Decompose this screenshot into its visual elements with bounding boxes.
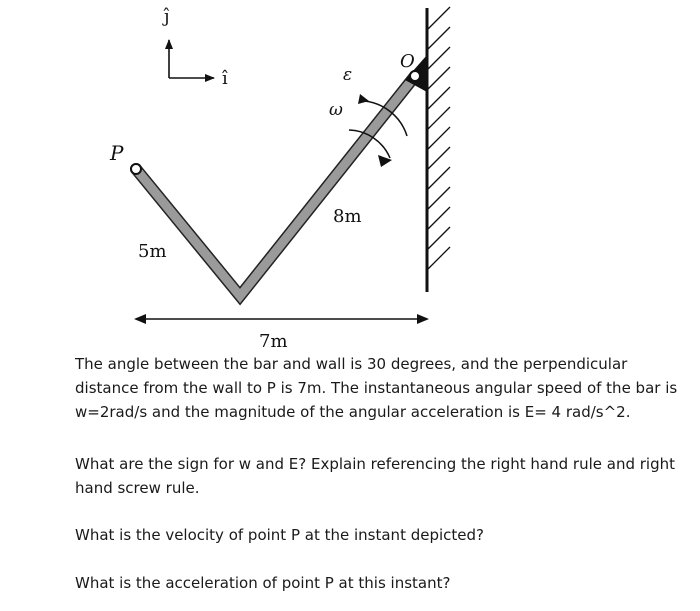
length-short-label: 5m <box>138 241 167 262</box>
j-hat-label: ĵ <box>164 6 170 27</box>
question-acceleration: What is the acceleration of point P at this instant? <box>75 574 451 592</box>
distance-label: 7m <box>259 331 288 350</box>
i-hat-label: î <box>222 68 228 89</box>
point-p-label: P <box>110 141 124 165</box>
wall <box>427 7 450 292</box>
point-p-dot <box>131 164 141 174</box>
point-o-label: O <box>400 51 415 72</box>
length-long-label: 8m <box>333 206 362 227</box>
problem-statement: The angle between the bar and wall is 30 degrees, and the perpendicular distance from the wall to P is 7m. The instantaneous angular speed of the bar is w=2rad/s and the magnitude of the angular acceleration is E= 4 rad/s^2. <box>75 355 678 421</box>
question-velocity: What is the velocity of point P at the instant depicted? <box>75 526 484 544</box>
question-sign: What are the sign for w and E? Explain referencing the right hand rule and right hand screw rule. <box>75 455 675 497</box>
omega-label: ω <box>329 100 343 120</box>
coordinate-axes <box>162 6 228 89</box>
distance-dimension <box>134 314 429 350</box>
epsilon-label: ε <box>343 65 353 85</box>
bent-bar <box>136 76 415 296</box>
